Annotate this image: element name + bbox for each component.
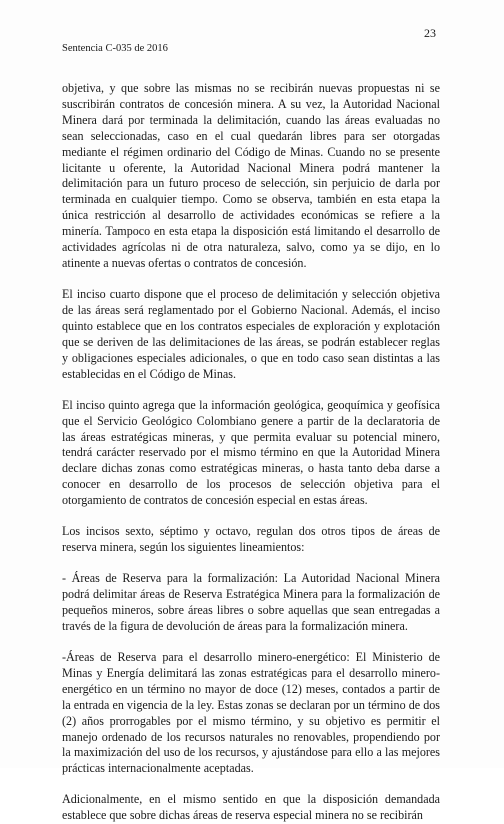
- paragraph: objetiva, y que sobre las mismas no se recibirán nuevas propuestas ni se suscribirán contratos de concesión minera. A su vez, la Autoridad Nacional Minera dará por terminada la delimitación, cuando las áreas evaluadas no sean seleccionadas, caso en el cual quedarán libres para ser otorgadas mediante el régimen ordinario del Código de Minas. Cuando no se presente licitante u oferente, la Autoridad Nacional Minera podrá mantener la delimitación para un futuro proceso de selección, sin perjuicio de darla por terminada en cualquier tiempo. Como se observa, también en esta etapa la única restricción al desarrollo de actividades económicas se refiere a la minería. Tampoco en esta etapa la disposición está limitando el desarrollo de actividades agrícolas ni de otra naturaleza, salvo, como ya se dijo, en lo atinente a nuevas ofertas o contratos de concesión.: [62, 81, 440, 270]
- body-text: [62, 81, 440, 824]
- paragraph: -Áreas de Reserva para el desarrollo minero-energético: El Ministerio de Minas y Energía delimitará las zonas estratégicas para el desarrollo minero-energético en un término no mayor de doce (12) meses, contados a partir de la entrada en vigencia de la ley. Estas zonas se declaran por un término de dos (2) años prorrogables por el mismo término, y su objetivo es permitir el manejo ordenado de los recursos naturales no renovables, propendiendo por la maximización del uso de los recursos, y ajustándose para ello a las mejores prácticas internacionalmente aceptadas.: [62, 650, 440, 776]
- paragraph: - Áreas de Reserva para la formalización: La Autoridad Nacional Minera podrá delimitar áreas de Reserva Estratégica Minera para la formalización de pequeños mineros, sobre áreas libres o sobre aquellas que sean entregadas a través de la figura de devolución de áreas para la formalización minera.: [62, 571, 440, 633]
- running-header: Sentencia C-035 de 2016: [62, 43, 168, 54]
- paragraph: Los incisos sexto, séptimo y octavo, regulan dos otros tipos de áreas de reserva minera, según los siguientes lineamientos:: [62, 524, 440, 555]
- paragraph: El inciso quinto agrega que la información geológica, geoquímica y geofísica que el Servicio Geológico Colombiano genere a partir de la declaratoria de las áreas estratégicas mineras, y que permita evaluar su potencial minero, tendrá carácter reservado por el mismo término en que la Autoridad Minera declare dichas zonas como estratégicas mineras, o hasta tanto deba darse a conocer en desarrollo de los procesos de selección objetiva para el otorgamiento de contratos de concesión especial en estas áreas.: [62, 397, 440, 508]
- paragraph: Adicionalmente, en el mismo sentido en que la disposición demandada establece que sobre dichas áreas de reserva especial minera no se recibirán: [62, 792, 440, 823]
- page-number: 23: [424, 26, 436, 40]
- paragraph: El inciso cuarto dispone que el proceso de delimitación y selección objetiva de las áreas será reglamentado por el Gobierno Nacional. Además, el inciso quinto establece que en los contratos especiales de exploración y explotación que se deriven de las delimitaciones de las áreas, se podrán establecer reglas y obligaciones especiales adicionales, o que en todo caso sean distintas a las establecidas en el Código de Minas.: [62, 287, 440, 381]
